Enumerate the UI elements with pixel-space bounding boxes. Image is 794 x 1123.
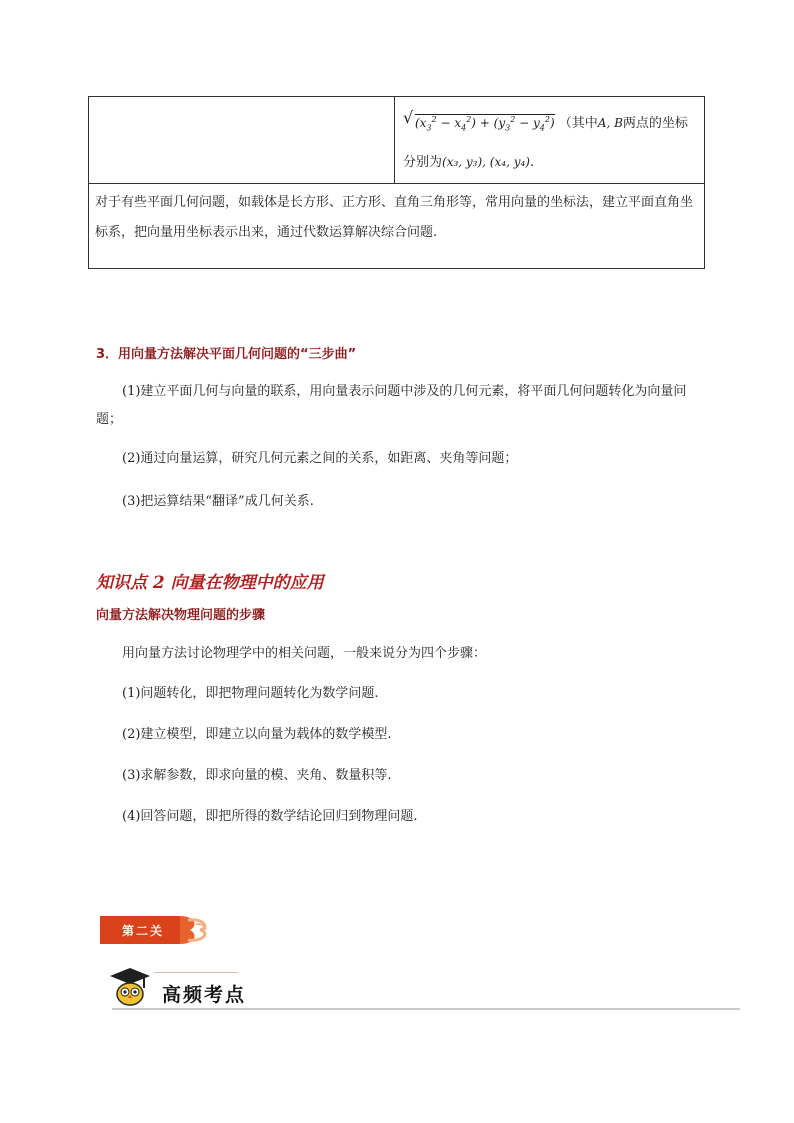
section-title: 高频考点 (162, 984, 247, 1006)
formula-table (88, 96, 705, 269)
section-title-topline (154, 972, 238, 973)
section-title-underline (112, 1008, 740, 1010)
section3-heading: 3．用向量方法解决平面几何问题的“三步曲” (96, 347, 357, 362)
table-cell-empty (89, 97, 395, 184)
formula-tail2: 两点的坐标 (622, 116, 688, 131)
table-cell-formula (395, 97, 705, 184)
formula-points: A, B (597, 116, 623, 130)
formula-tail: （其中 (558, 116, 598, 131)
table-cell-method-note (89, 184, 705, 269)
knowledge-point-subheading: 向量方法解决物理问题的步骤 (96, 608, 266, 623)
section3-step2: (2)通过向量运算，研究几何元素之间的关系，如距离、夹角等问题； (122, 451, 518, 466)
graduate-owl-icon (108, 966, 152, 1008)
physics-step1: (1)问题转化，即把物理问题转化为数学问题. (122, 686, 379, 701)
formula-coords: (x₃, y₃), (x₄, y₄) (442, 155, 530, 170)
method-note: 对于有些平面几何问题，如载体是长方形、正方形、直角三角形等，常用向量的坐标法，建立平面直角坐标系，把向量用坐标表示出来，通过代数运算解决综合问题. (95, 195, 694, 240)
physics-step4: (4)回答问题，即把所得的数学结论回归到物理问题. (122, 809, 418, 824)
formula-line2: 分别为 (403, 155, 443, 171)
formula-end: . (529, 155, 535, 171)
level-banner-label: 第二关 (122, 924, 165, 938)
distance-formula: √ $(x_3^2 - x_4^2) + (y_3^2 - y_4^2)$ (403, 108, 555, 133)
physics-step3: (3)求解参数，即求向量的模、夹角、数量积等. (122, 768, 392, 783)
section3-step1: (1)建立平面几何与向量的联系，用向量表示问题中涉及的几何元素，将平面几何问题转化为向量问题； (96, 384, 687, 427)
knowledge-point-intro: 用向量方法讨论物理学中的相关问题，一般来说分为四个步骤： (122, 646, 487, 661)
section3-step3: (3)把运算结果“翻译”成几何关系. (122, 494, 314, 509)
knowledge-point-title: 知识点 2 向量在物理中的应用 (96, 573, 324, 593)
physics-step2: (2)建立模型，即建立以向量为载体的数学模型. (122, 727, 392, 742)
level-banner (100, 914, 212, 946)
